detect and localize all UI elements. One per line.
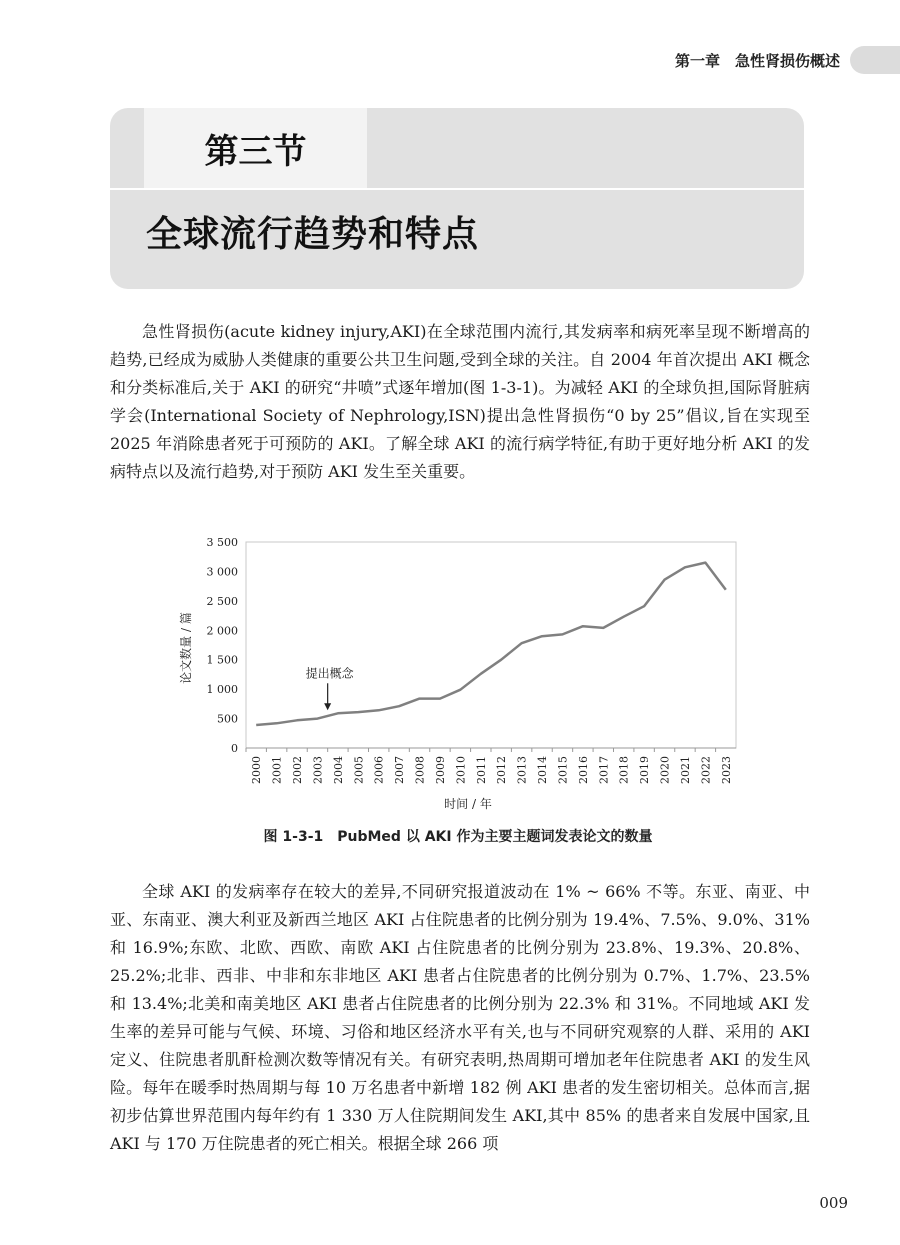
section-title: 全球流行趋势和特点 (146, 214, 480, 255)
x-tick-label: 2016 (576, 756, 590, 784)
y-tick-label: 2 500 (206, 594, 238, 608)
y-tick-label: 1 000 (206, 683, 238, 697)
y-tick-label: 2 000 (206, 624, 238, 638)
x-tick-label: 2015 (556, 756, 570, 784)
running-head (600, 46, 900, 74)
chapter-tab (850, 46, 900, 74)
y-tick-label: 3 000 (206, 565, 238, 579)
banner-divider (110, 188, 804, 190)
x-tick-label: 2021 (678, 756, 692, 784)
x-tick-label: 2008 (413, 756, 427, 784)
line-chart (168, 528, 748, 828)
y-axis-title: 论文数量 / 篇 (179, 612, 193, 684)
y-tick-label: 500 (217, 712, 238, 726)
x-tick-label: 2003 (311, 756, 325, 784)
x-tick-label: 2022 (699, 756, 713, 784)
x-tick-label: 2006 (372, 756, 386, 784)
y-tick-label: 1 500 (206, 653, 238, 667)
x-tick-label: 2001 (270, 756, 284, 784)
x-tick-label: 2000 (250, 756, 264, 784)
x-tick-label: 2020 (658, 756, 672, 784)
paragraph-intro: 急性肾损伤(acute kidney injury,AKI)在全球范围内流行,其发病率和病死率呈现不断增高的趋势,已经成为威胁人类健康的重要公共卫生问题,受到全球的关注。自 2004 年首次提出 AKI 概念和分类标准后,关于 AKI 的研究“井喷”式逐年增加(图 1-3-1)。为减轻 AKI 的全球负担,国际肾脏病学会(International Society of Nephrology,ISN)提出急性肾损伤“0 by 25”倡议,旨在实现至 2025 年消除患者死于可预防的 AKI。了解全球 AKI 的流行病学特征,有助于更好地分析 AKI 的发病特点以及流行趋势,对于预防 AKI 发生至关重要。 (110, 322, 810, 481)
annotation-arrow-head (324, 703, 331, 710)
x-tick-label: 2018 (617, 756, 631, 784)
x-tick-label: 2011 (474, 756, 488, 784)
section-label: 第三节 (144, 108, 367, 188)
x-axis-title: 时间 / 年 (444, 797, 492, 811)
x-tick-label: 2004 (331, 756, 345, 784)
x-tick-label: 2007 (393, 756, 407, 784)
x-tick-label: 2017 (597, 756, 611, 784)
chapter-title: 第一章 急性肾损伤概述 (674, 51, 840, 70)
paragraph-incidence: 全球 AKI 的发病率存在较大的差异,不同研究报道波动在 1% ~ 66% 不等。东亚、南亚、中亚、东南亚、澳大利亚及新西兰地区 AKI 占住院患者的比例分别为 19.4%、7.5%、9.0%、31% 和 16.9%;东欧、北欧、西欧、南欧 AKI 占住院患者的比例分别为 23.8%、19.3%、20.8%、25.2%;北非、西非、中非和东非地区 AKI 患者占住院患者的比例分别为 0.7%、1.7%、23.5% 和 13.4%;北美和南美地区 AKI 患者占住院患者的比例分别为 22.3% 和 31%。不同地域 AKI 发生率的差异可能与气候、环境、习俗和地区经济水平有关,也与不同研究观察的人群、采用的 AKI 定义、住院患者肌酐检测次数等情况有关。有研究表明,热周期可增加老年住院患者 AKI 的发生风险。每年在暖季时热周期与每 10 万名患者中新增 182 例 AKI 患者的发生密切相关。总体而言,据初步估算世界范围内每年约有 1 330 万人住院期间发生 AKI,其中 85% 的患者来自发展中国家,且 AKI 与 170 万住院患者的死亡相关。根据全球 266 项 (110, 882, 810, 1153)
page-number: 009 (819, 1194, 848, 1212)
annotation-label: 提出概念 (305, 666, 354, 681)
section-banner (110, 108, 804, 289)
x-tick-label: 2009 (433, 756, 447, 784)
y-tick-label: 3 500 (206, 536, 238, 549)
x-tick-label: 2023 (719, 756, 733, 784)
x-tick-label: 2013 (515, 756, 529, 784)
y-tick-label: 0 (231, 742, 238, 755)
x-tick-label: 2014 (536, 756, 550, 784)
figure-caption: 图 1-3-1 PubMed 以 AKI 作为主要主题词发表论文的数量 (263, 829, 653, 845)
x-tick-label: 2002 (291, 756, 305, 784)
x-tick-label: 2005 (352, 756, 366, 784)
x-tick-label: 2010 (454, 756, 468, 784)
figure-1-3-1 (168, 528, 748, 845)
x-tick-label: 2012 (495, 756, 509, 784)
series-line (256, 563, 726, 725)
x-tick-label: 2019 (638, 756, 652, 784)
